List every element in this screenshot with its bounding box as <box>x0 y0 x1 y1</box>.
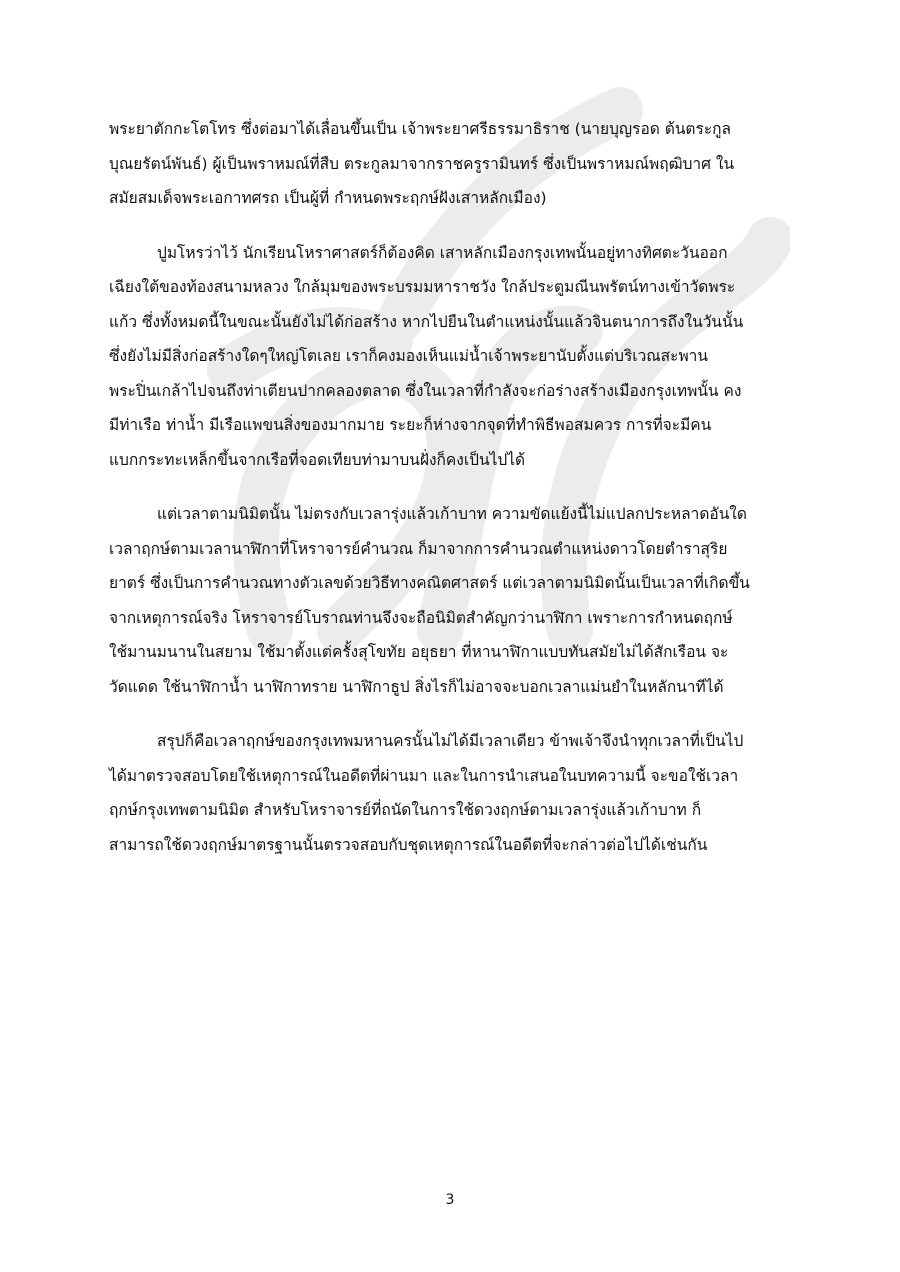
text-line: วัดแดด ใช้นาฬิกาน้ำ นาฬิกาทราย นาฬิกาธูป สิ่งไรก็ไม่อาจจะบอกเวลาแม่นยำในหลักนาทีได้ <box>109 677 724 696</box>
text-line: พระยาตักกะโตโทร ซึ่งต่อมาได้เลื่อนขึ้นเป็น เจ้าพระยาศรีธรรมาธิราช (นายบุญรอด ต้นตระกูล <box>109 120 732 138</box>
paragraph <box>109 724 795 862</box>
text-line: จากเหตุการณ์จริง โหราจารย์โบราณท่านจึงจะถือนิมิตสำคัญกว่านาฬิกา เพราะการกำหนดฤกษ์ <box>109 608 733 627</box>
text-line: เวลาฤกษ์ตามเวลานาฬิกาที่โหราจารย์คำนวณ ก็มาจากการคำนวณตำแหน่งดาวโดยตำราสุริย <box>109 539 728 558</box>
text-line: แต่เวลาตามนิมิตนั้น ไม่ตรงกับเวลารุ่งแล้วเก้าบาท ความขัดแย้งนี้ไม่แปลกประหลาดอันใด <box>157 505 747 523</box>
paragraph <box>109 236 795 478</box>
text-line: บุณยรัตน์พันธ์) ผู้เป็นพราหมณ์ที่สืบ ตระกูลมาจากราชครูรามินทร์ ซึ่งเป็นพราหมณ์พฤฒิบาศ ใน <box>109 154 735 173</box>
text-line: สามารถใช้ดวงฤกษ์มาตรฐานนั้นตรวจสอบกับชุดเหตุการณ์ในอดีตที่จะกล่าวต่อไปได้เช่นกัน <box>109 835 708 854</box>
text-line: ยาตร์ ซึ่งเป็นการคำนวณทางตัวเลขด้วยวิธีทางคณิตศาสตร์ แต่เวลาตามนิมิตนั้นเป็นเวลาที่เกิดขึ้น <box>109 574 750 592</box>
text-line: ซึ่งยังไม่มีสิ่งก่อสร้างใดๆใหญ่โตเลย เราก็คงมองเห็นแม่น้ำเจ้าพระยานับตั้งแต่บริเวณสะพาน <box>109 347 708 365</box>
text-line: แบกกระทะเหล็กขึ้นจากเรือที่จอดเทียบท่ามาบนฝั่งก็คงเป็นไปได้ <box>109 450 526 469</box>
text-line: มีท่าเรือ ท่าน้ำ มีเรือแพขนสิ่งของมากมาย ระยะก็ห่างจากจุดที่ทำพิธีพอสมควร การที่จะมีคน <box>109 416 712 434</box>
text-line: พระปิ่นเกล้าไปจนถึงท่าเตียนปากคลองตลาด ซึ่งในเวลาที่กำลังจะก่อร่างสร้างเมืองกรุงเทพนั้น คง <box>109 381 742 400</box>
text-line: ฤกษ์กรุงเทพตามนิมิต สำหรับโหราจารย์ที่ถนัดในการใช้ดวงฤกษ์ตามเวลารุ่งแล้วเก้าบาท ก็ <box>109 801 702 819</box>
document-body <box>109 112 795 882</box>
text-line: เฉียงใต้ของท้องสนามหลวง ใกล้มุมของพระบรมมหาราชวัง ใกล้ประตูมณีนพรัตน์ทางเข้าวัดพระ <box>109 278 736 296</box>
text-line: แก้ว ซึ่งทั้งหมดนี้ในขณะนั้นยังไม่ได้ก่อสร้าง หากไปยืนในตำแหน่งนั้นแล้วจินตนาการถึงในวันนั้น <box>109 312 744 331</box>
text-line: ใช้มานมนานในสยาม ใช้มาตั้งแต่ครั้งสุโขทัย อยุธยา ที่หานาฬิกาแบบทันสมัยไม่ได้สักเรือน จะ <box>109 643 729 661</box>
paragraph <box>109 497 795 704</box>
paragraph <box>109 112 795 216</box>
text-line: ปูมโหรว่าไว้ นักเรียนโหราศาสตร์ก็ต้องคิด เสาหลักเมืองกรุงเทพนั้นอยู่ทางทิศตะวันออก <box>157 243 728 262</box>
page-number: 3 <box>445 1192 455 1208</box>
text-line: ได้มาตรวจสอบโดยใช้เหตุการณ์ในอดีตที่ผ่านมา และในการนำเสนอในบทความนี้ จะขอใช้เวลา <box>109 766 739 785</box>
text-line: สรุปก็คือเวลาฤกษ์ของกรุงเทพมหานครนั้นไม่ได้มีเวลาเดียว ข้าพเจ้าจึงนำทุกเวลาที่เป็นไป <box>157 732 744 750</box>
text-line: สมัยสมเด็จพระเอกาทศรถ เป็นผู้ที่ กำหนดพระฤกษ์ฝังเสาหลักเมือง) <box>109 189 547 207</box>
